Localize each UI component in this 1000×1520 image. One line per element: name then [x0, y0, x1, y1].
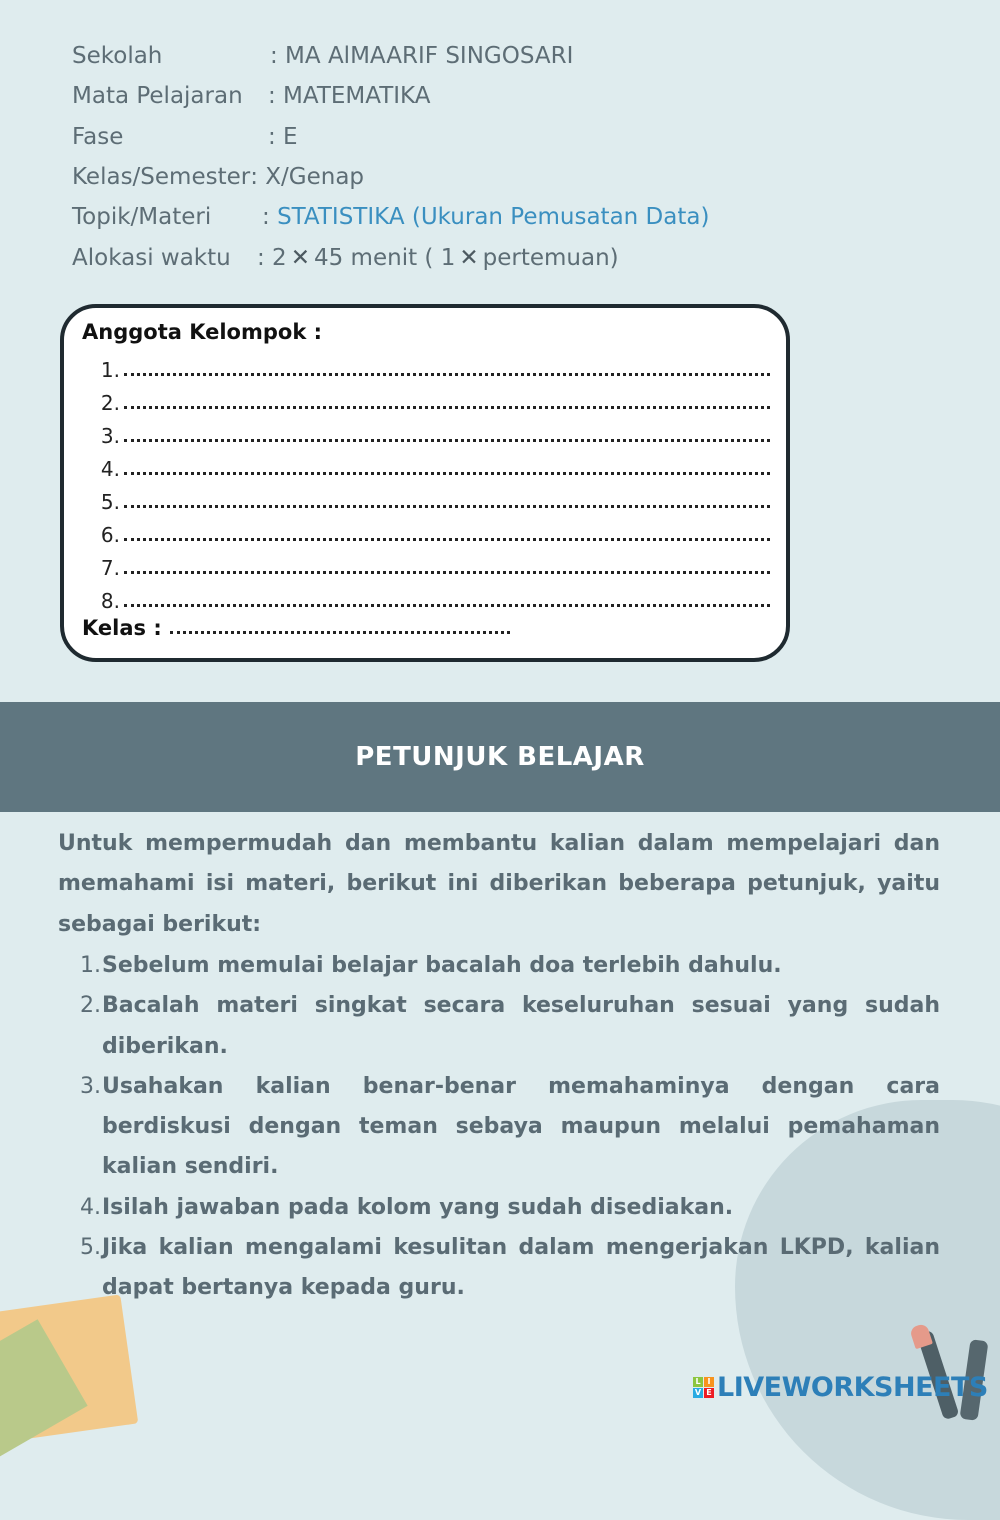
logo-grid-icon [693, 1377, 714, 1398]
member-number: 3. [100, 424, 120, 448]
list-item [58, 946, 940, 986]
topic-value: STATISTIKA (Ukuran Pemusatan Data) [277, 204, 710, 231]
member-number: 8. [100, 589, 120, 613]
member-line[interactable] [100, 451, 770, 481]
member-number: 1. [100, 358, 120, 382]
logo-letter: L [693, 1377, 703, 1387]
info-row-topic [72, 197, 710, 237]
dotted-line [124, 406, 770, 409]
class-label: Kelas : [82, 616, 162, 640]
step-number: 5. [80, 1235, 101, 1261]
dotted-line [124, 373, 770, 376]
time-part-1: : 2 [257, 244, 287, 271]
step-number: 1. [80, 953, 101, 978]
logo-letter: I [704, 1377, 714, 1387]
liveworksheets-logo[interactable] [693, 1372, 988, 1403]
step-number: 4. [80, 1194, 101, 1220]
info-row-subject [72, 76, 431, 116]
info-label: Mata Pelajaran [72, 83, 243, 110]
info-value: : E [268, 123, 298, 150]
info-row-phase [72, 117, 364, 157]
member-line[interactable] [100, 583, 770, 613]
logo-letter: V [694, 1388, 702, 1397]
info-value-wrap [262, 204, 709, 230]
dotted-line [124, 439, 770, 442]
step-text: Sebelum memulai belajar bacalah doa terlebih dahulu. [102, 953, 782, 978]
dotted-line [124, 604, 770, 607]
step-number: 2. [80, 993, 101, 1019]
info-row-class-semester [72, 157, 364, 197]
info-prefix: : [262, 204, 278, 231]
group-members-box [60, 304, 790, 662]
member-number: 5. [100, 490, 120, 514]
times-icon: ✕ [459, 244, 479, 271]
member-line[interactable] [100, 484, 770, 514]
step-text: Jika kalian mengalami kesulitan dalam mengerjakan LKPD, kalian dapat bertanya kepada guru. [102, 1235, 940, 1301]
info-label: Sekolah [72, 43, 163, 70]
list-item [58, 1228, 940, 1309]
member-line[interactable] [100, 517, 770, 547]
identity-info [72, 36, 710, 278]
info-label: Kelas/Semester [72, 164, 251, 191]
member-line[interactable] [100, 385, 770, 415]
info-value-wrap [257, 245, 619, 271]
step-text: Isilah jawaban pada kolom yang sudah disediakan. [102, 1194, 734, 1220]
member-line[interactable] [100, 550, 770, 580]
list-item [58, 1067, 940, 1188]
list-item [58, 1188, 940, 1228]
dotted-line [124, 505, 770, 508]
logo-text: LIVEWORKSHEETS [717, 1372, 988, 1403]
info-value: : MA AlMAARIF SINGOSARI [270, 43, 574, 70]
member-number: 6. [100, 523, 120, 547]
step-text: Bacalah materi singkat secara keseluruhan sesuai yang sudah diberikan. [102, 993, 940, 1059]
member-line[interactable] [100, 418, 770, 448]
member-number: 7. [100, 556, 120, 580]
info-label: Topik/Materi [72, 204, 212, 231]
info-row-school [72, 36, 574, 76]
info-label: Alokasi waktu [72, 244, 231, 271]
section-banner [0, 702, 1000, 812]
step-number: 3. [80, 1073, 101, 1099]
member-line[interactable] [100, 352, 770, 382]
time-part-3: pertemuan) [482, 244, 619, 271]
logo-letter: E [704, 1388, 714, 1398]
dotted-line [124, 472, 770, 475]
member-number: 4. [100, 457, 120, 481]
class-line[interactable] [82, 616, 510, 640]
instruction-list [58, 946, 940, 1309]
info-value: : MATEMATIKA [268, 83, 431, 110]
dotted-line [124, 571, 770, 574]
dotted-line [124, 538, 770, 541]
section-title: PETUNJUK BELAJAR [355, 742, 645, 772]
members-title: Anggota Kelompok : [82, 320, 323, 344]
step-text: Usahakan kalian benar-benar memahaminya dengan cara berdiskusi dengan teman sebaya maupun melalui pemahaman kalian sendiri. [102, 1073, 940, 1180]
list-item [58, 986, 940, 1067]
info-label: Fase [72, 123, 124, 150]
time-part-2: 45 menit ( 1 [313, 244, 456, 271]
info-row-time-allocation [72, 237, 619, 277]
times-icon: ✕ [290, 244, 310, 271]
intro-paragraph: Untuk mempermudah dan membantu kalian dalam mempelajari dan memahami isi materi, berikut ini diberikan beberapa petunjuk, yaitu sebagai berikut: [58, 831, 940, 937]
dotted-line [170, 631, 510, 634]
info-value: : X/Genap [250, 164, 365, 191]
member-number: 2. [100, 391, 120, 415]
